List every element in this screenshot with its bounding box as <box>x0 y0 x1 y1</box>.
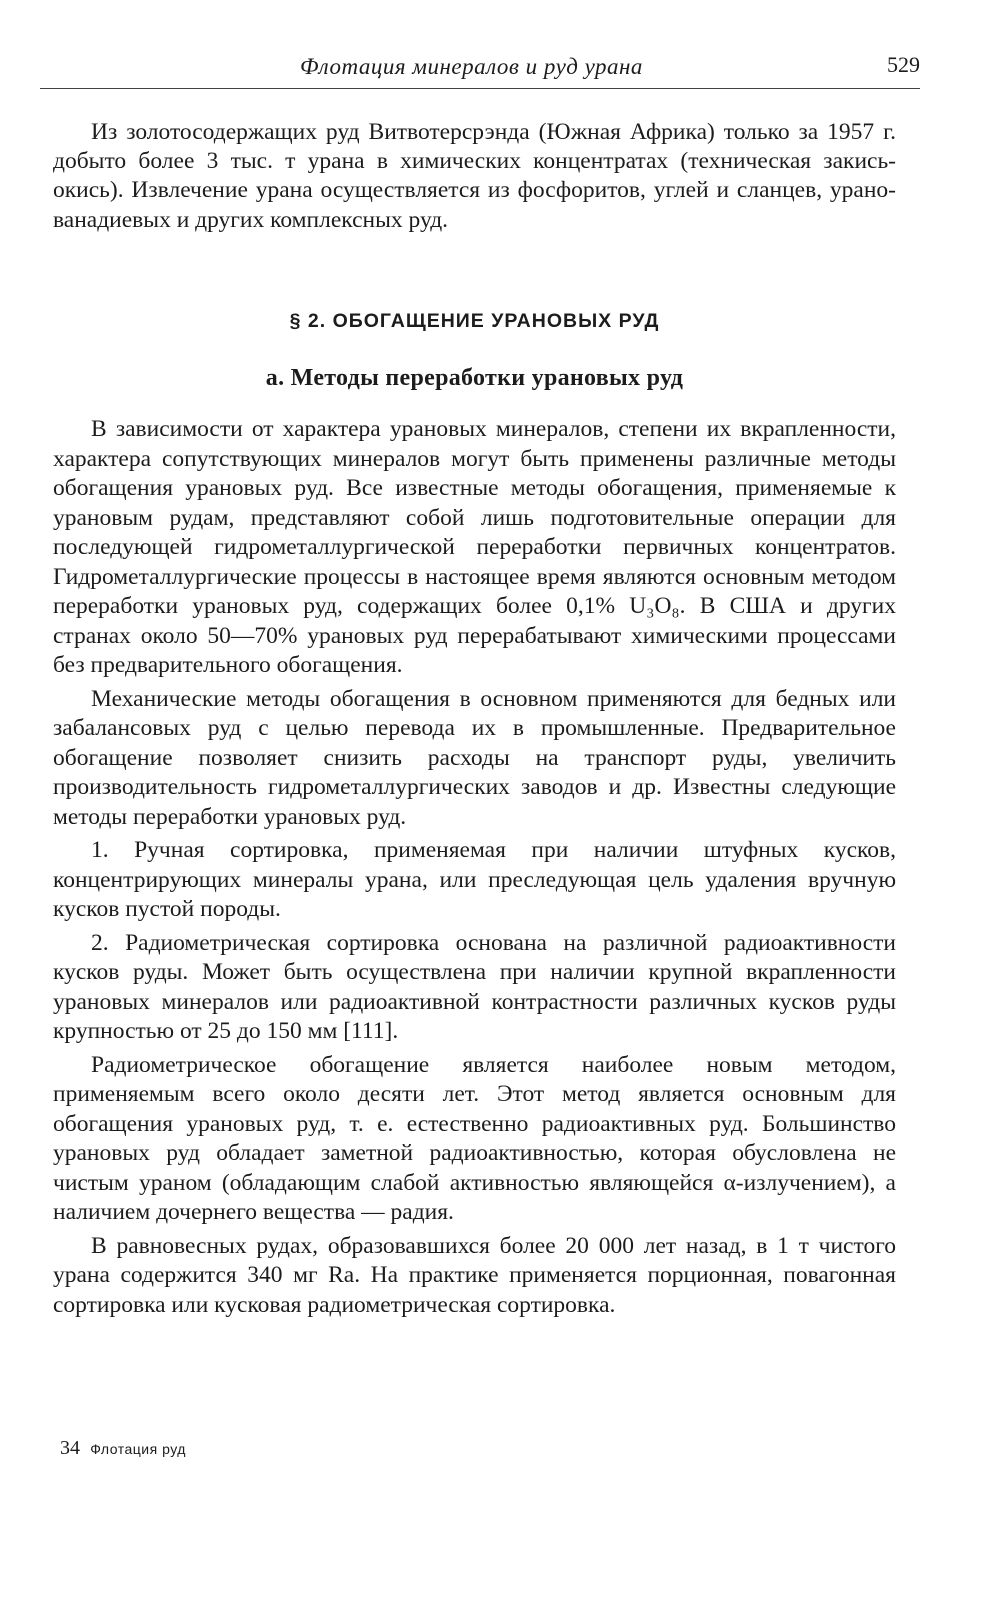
paragraph-mechanical-methods: Механические методы обогащения в основном применяются для бедных или забалансовых руд с целью перевода их в промышленные. Предварительное обогащение позволяет снизить расходы на транспорт руды, увеличить производительность гидрометаллургических заводов и др. Известны следующие методы переработки урановых руд. <box>53 685 896 830</box>
paragraph-methods-overview: В зависимости от характера урановых минералов, степени их вкрапленности, характера сопутствующих минералов могут быть применены различные методы обогащения урановых руд. Все известные методы обогащения, применяемые к урановым рудам, представляют собой лишь подготовительные операции для последующей гидрометаллургической переработки первичных концентратов. Гидрометаллургические процессы в настоящее время являются основным методом переработки урановых руд, содержащих более 0,1% U₃O₈. В США и других странах около 50—70% урановых руд перерабатывают химическими процессами без предварительного обогащения. <box>53 416 896 678</box>
section-title: § 2. ОБОГАЩЕНИЕ УРАНОВЫХ РУД <box>289 310 660 332</box>
intro-block <box>53 118 896 235</box>
list-item-manual-sorting: 1. Ручная сортировка, применяемая при наличии штуфных кусков, концентрирующих минералы урана, или преследующая цель удаления вручную кусков пустой породы. <box>53 837 896 922</box>
running-header <box>40 50 920 90</box>
page-number: 529 <box>887 52 920 77</box>
signature-text: Флотация руд <box>90 1441 186 1457</box>
signature-number: 34 <box>60 1437 80 1459</box>
main-text <box>53 415 896 1324</box>
list-item-radiometric-sorting: 2. Радиометрическая сортировка основана на различной радиоактивности кусков руды. Может быть осуществлена при наличии крупной вкрапленности урановых минералов или радиоактивной контрастности различных кусков руды крупностью от 25 до 150 мм [111]. <box>53 929 896 1044</box>
subsection-title: а. Методы переработки урановых руд <box>265 365 684 391</box>
footer-signature <box>60 1437 186 1460</box>
intro-paragraph: Из золотосодержащих руд Витвотерсрэнда (Южная Африка) только за 1957 г. добыто более 3 тыс. т урана в химических концентратах (техническая закись-окись). Извлечение урана осуществляется из фосфоритов, углей и сланцев, урано-ванадиевых и других комплексных руд. <box>53 119 896 233</box>
header-rule <box>40 88 920 89</box>
paragraph-equilibrium-ores: В равновесных рудах, образовавшихся более 20 000 лет назад, в 1 т чистого урана содержится 340 мг Ra. На практике применяется порционная, повагонная сортировка или кусковая радиометрическая сортировка. <box>53 1232 896 1318</box>
paragraph-radiometric-enrichment: Радиометрическое обогащение является наиболее новым методом, применяемым всего около десяти лет. Этот метод является основным для обогащения урановых руд, т. е. естественно радиоактивных руд. Большинство урановых руд обладает заметной радиоактивностью, которая обусловлена не чистым ураном (обладающим слабой активностью являющейся α-излучением), а наличием дочернего вещества — радия. <box>53 1051 896 1225</box>
running-title: Флотация минералов и руд урана <box>300 54 643 79</box>
